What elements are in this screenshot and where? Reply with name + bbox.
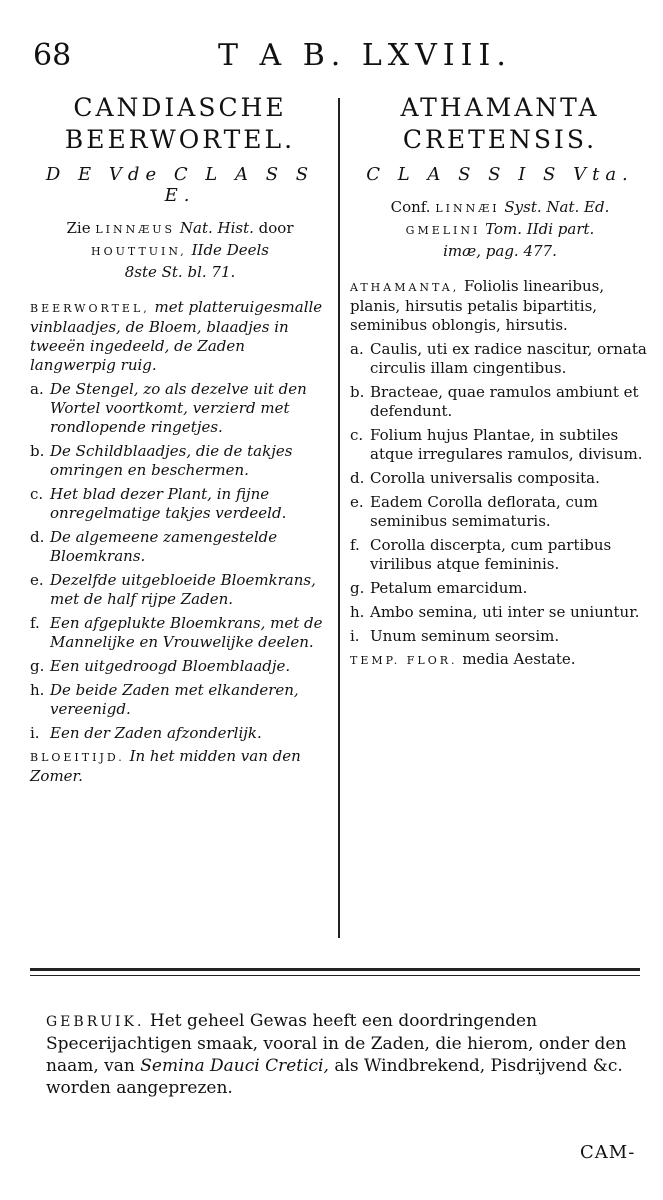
figure-entry [350,426,650,464]
desc-text: met platteruigesmalle vinblaadjes, de Bloem, blaadjes in tweeën ingedeeld, de Zaden langwerpig ruig. [30,298,323,374]
figure-caption: De beide Zaden met elkanderen, vereenigd. [50,681,299,718]
usage-text-a: Het geheel Gewas heeft een doordringenden Specerijachtigen smaak, vooral in de Zaden, die hierom, onder den naam, van [46,1011,627,1076]
figure-caption: Unum seminum seorsim. [370,627,560,645]
column-divider [338,98,340,938]
figure-caption: Ambo semina, uti inter se uniuntur. [370,603,640,621]
figure-caption: Een uitgedroogd Bloemblaadje. [50,657,291,675]
figure-entry [350,383,650,421]
catchword: CAM- [580,1142,636,1163]
figure-letter: h. [30,681,45,699]
section-rule-thick [30,968,640,971]
flowering-label: BLOEITIJD. [30,751,125,764]
figure-entry [350,469,650,488]
ref-author: LINNÆUS [95,223,176,236]
figure-letter: b. [30,442,45,460]
figure-letter: g. [30,657,45,675]
usage-label: GEBRUIK. [46,1014,145,1030]
figure-caption: Het blad dezer Plant, in fijne onregelmatige takjes verdeeld. [50,485,287,522]
figure-letter: d. [30,528,45,546]
figure-letter: c. [30,485,44,503]
figure-caption: De Stengel, zo als dezelve uit den Wortel voortkomt, verzierd met rondlopende ringetjes. [50,380,307,436]
figure-letter: g. [350,579,365,597]
ref-work: Nat. Hist. [179,219,254,237]
figure-entry [350,579,650,598]
figure-entry [30,614,330,652]
figure-entry [30,485,330,523]
figure-letter: a. [350,340,364,358]
figure-letter: e. [30,571,44,589]
figure-caption: De Schildblaadjes, die de takjes omringen en beschermen. [50,442,293,479]
figure-caption: De algemeene zamengestelde Bloemkrans. [50,528,278,565]
ref-part: IIde Deels [191,241,269,259]
plate-heading: T A B. LXVIII. [218,38,512,73]
latin-column [350,92,650,670]
desc-text: Foliolis linearibus, planis, hirsutis petalis bipartitis, seminibus oblongis, hirsutis. [350,277,605,334]
dutch-class: D E Vde C L A S S E. [45,164,315,206]
figure-caption: Eadem Corolla deflorata, cum seminibus semimaturis. [370,493,598,530]
usage-text-b: als Windbrekend, Pisdrijvend &c. worden aangeprezen. [46,1056,623,1098]
figure-caption: Dezelfde uitgebloeide Bloemkrans, met de half rijpe Zaden. [50,571,316,608]
figure-entry [30,528,330,566]
figure-caption: Bracteae, quae ramulos ambiunt et defendunt. [370,383,639,420]
figure-letter: b. [350,383,365,401]
latin-reference [350,197,650,261]
ref-work: Syst. Nat. Ed. [504,198,610,216]
figure-letter: a. [30,380,44,398]
ref-location: 8ste St. bl. 71. [124,263,236,281]
figure-caption: Een der Zaden afzonderlijk. [50,724,262,742]
figure-entry [30,681,330,719]
ref-prefix: Zie [66,219,91,237]
latin-title-line2: CRETENSIS. [402,125,598,154]
ref-translator: HOUTTUIN, [91,245,187,258]
page-number: 68 [33,38,72,73]
dutch-title-line1: CANDIASCHE [73,93,287,122]
figure-entry [30,571,330,609]
ref-location: imæ, pag. 477. [443,242,557,260]
figure-letter: h. [350,603,365,621]
desc-name: BEERWORTEL, [30,302,150,315]
figure-entry [30,657,330,676]
figure-entry [30,380,330,437]
figure-caption: Petalum emarcidum. [370,579,528,597]
figure-entry [350,603,650,622]
latin-title-line1: ATHAMANTA [400,93,600,122]
latin-description [350,277,650,335]
figure-entry [350,536,650,574]
figure-entry [30,724,330,743]
flowering-text: media Aestate. [462,650,576,668]
figure-letter: i. [30,724,40,742]
ref-prefix: Conf. [390,198,431,216]
figure-letter: c. [350,426,364,444]
latin-figure-list [350,340,650,646]
latin-class: C L A S S I S Vta. [366,164,634,185]
latin-flowering [350,650,650,670]
ref-author: LINNÆI [435,202,500,215]
figure-entry [350,493,650,531]
ref-door: door [258,219,294,237]
figure-caption: Corolla discerpta, cum partibus virilibus atque femininis. [370,536,612,573]
figure-letter: f. [350,536,360,554]
dutch-title-line2: BEERWORTEL. [64,125,296,154]
figure-caption: Een afgeplukte Bloemkrans, met de Mannelijke en Vrouwelijke deelen. [50,614,323,651]
usage-drug-name: Semina Dauci Cretici, [140,1056,329,1076]
dutch-flowering [30,747,330,786]
ref-author2: GMELINI [405,224,481,237]
figure-letter: e. [350,493,364,511]
figure-entry [350,340,650,378]
dutch-reference [30,218,330,282]
figure-caption: Caulis, uti ex radice nascitur, ornata circulis illam cingentibus. [370,340,647,377]
figure-letter: f. [30,614,40,632]
dutch-column [30,92,330,786]
dutch-figure-list [30,380,330,743]
section-rule-thin [30,975,640,976]
figure-entry [350,627,650,646]
flowering-label: TEMP. FLOR. [350,654,458,667]
flowering-text: In het midden van den Zomer. [30,747,301,785]
dutch-description [30,298,330,375]
figure-letter: i. [350,627,360,645]
figure-caption: Corolla universalis composita. [370,469,600,487]
usage-paragraph [46,1010,646,1099]
figure-caption: Folium hujus Plantae, in subtiles atque irregulares ramulos, divisum. [370,426,643,463]
ref-part: Tom. IIdi part. [485,220,595,238]
figure-entry [30,442,330,480]
desc-name: ATHAMANTA, [350,281,460,294]
figure-letter: d. [350,469,365,487]
